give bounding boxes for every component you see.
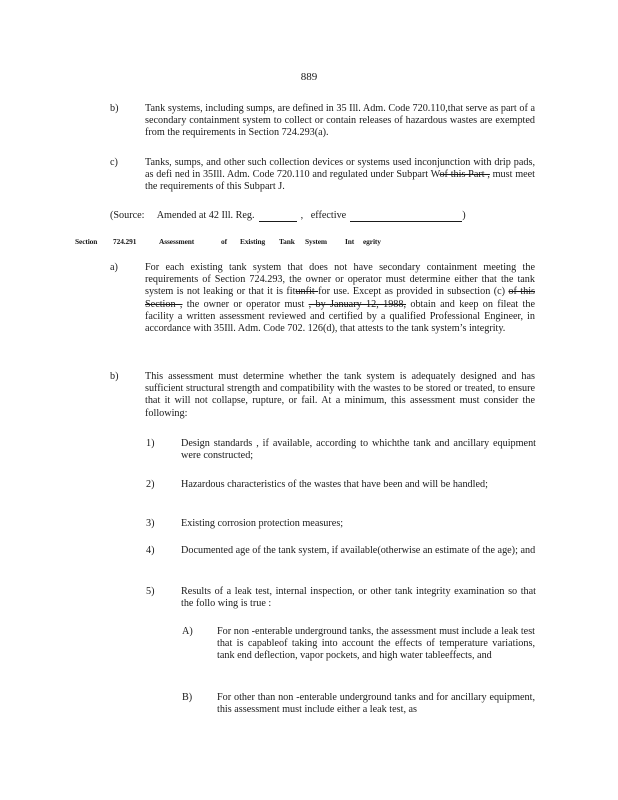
- item-text: [145, 157, 535, 194]
- item-label: A): [182, 626, 193, 637]
- item-text: Design standards , if available, according to whichthe tank and ancillary equipment were constructed;: [181, 438, 536, 462]
- source-amended: Amended at 42 Ill. Reg.: [156, 210, 255, 221]
- item-text: This assessment must determine whether the tank system is adequately designed and has sufficient structural strength and compatibility with the wastes to be stored or treated, to ensure that it will not collapse, rupture, or fail. At a minimum, this assessment must consider the following:: [145, 371, 535, 419]
- text-part: the owner or operator must: [182, 298, 309, 310]
- heading-word: Tank: [279, 237, 295, 246]
- item-label: a): [110, 262, 118, 273]
- text-part: must meet the requirements of this Subpart J.: [145, 169, 535, 193]
- item-label: b): [110, 371, 119, 382]
- page-number: 889: [300, 71, 318, 83]
- struck-text: , by January 12, 1988,: [308, 298, 407, 310]
- text-part: obtain and keep on fileat the facility a written assessment reviewed and certified by a qualified Professional Engineer, in accordance with 35Ill. Adm. Code 702. 126(d), that attests to the tank system’s integrity.: [145, 298, 536, 335]
- item-label: B): [182, 692, 193, 703]
- heading-word: Assessment: [159, 237, 195, 246]
- heading-word: Int: [345, 237, 355, 246]
- item-text: Hazardous characteristics of the wastes that have been and will be handled;: [181, 479, 488, 490]
- item-text: For other than non -enterable underground tanks and for ancillary equipment, this assessment must include either a leak test, as: [217, 692, 535, 716]
- source-close: ): [462, 210, 466, 221]
- item-label: 2): [146, 479, 155, 490]
- heading-word: Existing: [240, 237, 266, 246]
- item-label: b): [110, 103, 119, 114]
- struck-text: unfit: [295, 286, 319, 298]
- reg-blank: [259, 211, 297, 222]
- text-part: For each existing tank system that does not have secondary containment meeting the requirements of Section 724.293, the owner or operator must determine either that the tank system is not leaking or that it is fit: [145, 262, 535, 298]
- text-part: for use. Except as provided in subsection (c): [318, 286, 509, 298]
- item-text: Tank systems, including sumps, are defined in 35 Ill. Adm. Code 720.110,that serve as part of a secondary containment system to collect or contain releases of hazardous wastes are exempted from the requirements in Section 724.293(a).: [145, 103, 535, 139]
- item-text: Existing corrosion protection measures;: [181, 518, 344, 529]
- source-note: (Source: Amended at 42 Ill. Reg. , effective ): [110, 210, 466, 221]
- struck-text: of this Section ,: [145, 286, 535, 310]
- item-label: 3): [146, 518, 155, 529]
- heading-word: Section: [75, 237, 98, 246]
- source-prefix: (Source:: [110, 210, 145, 221]
- heading-word: of: [221, 237, 227, 246]
- source-effective: effective: [310, 210, 347, 221]
- effective-blank: [350, 211, 462, 222]
- heading-word: System: [305, 237, 327, 246]
- item-label: 5): [146, 586, 155, 597]
- text-part: Tanks, sumps, and other such collection devices or systems used inconjunction with drip pads, as defi ned in 35Ill. Adm. Code 720.110 and regulated under Subpart W: [145, 157, 535, 181]
- heading-word: egrity: [363, 237, 381, 246]
- item-label: c): [110, 157, 118, 168]
- item-text: For non -enterable underground tanks, the assessment must include a leak test that is capableof taking into account the effects of temperature variations, tank end deflection, vapor pockets, and high water tableeffects, and: [217, 626, 535, 662]
- item-label: 4): [146, 545, 155, 556]
- item-text: Documented age of the tank system, if available(otherwise an estimate of the age); and: [181, 545, 536, 556]
- item-label: 1): [146, 438, 155, 449]
- item-text: Results of a leak test, internal inspection, or other tank integrity examination so that the follo wing is true :: [181, 586, 536, 610]
- struck-text: of this Part ,: [439, 169, 490, 181]
- item-text: [145, 262, 535, 335]
- section-number: 724.291: [113, 237, 137, 246]
